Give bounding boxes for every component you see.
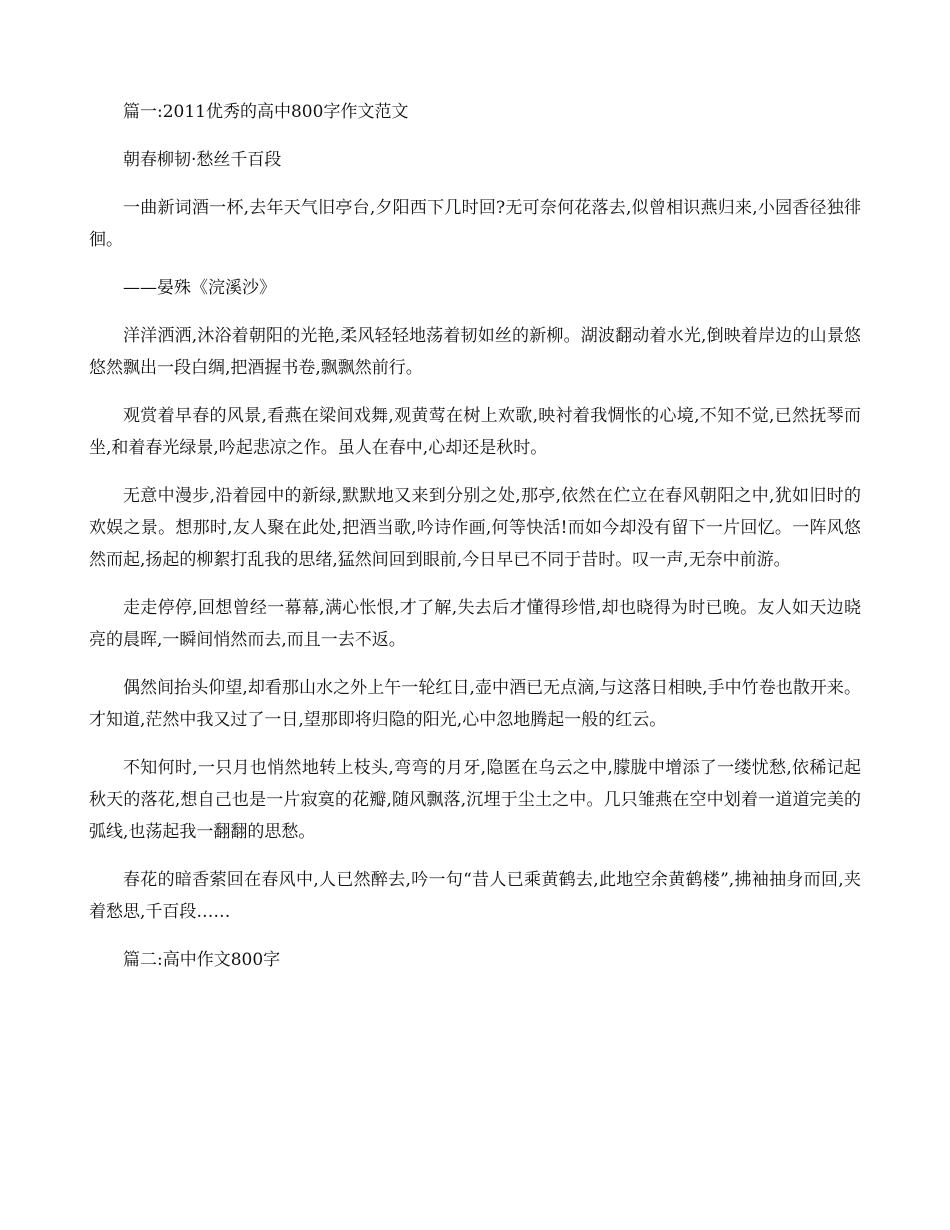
body-paragraph: 不知何时,一只月也悄然地转上枝头,弯弯的月牙,隐匿在乌云之中,朦胧中增添了一缕忧愁,依稀记起秋天的落花,想自己也是一片寂寞的花瓣,随风飘落,沉埋于尘土之中。几只雏燕在空中划着一道道完美的弧线,也荡起我一翻翻的思愁。 [89, 758, 861, 842]
body-paragraph: 偶然间抬头仰望,却看那山水之外上午一轮红日,壶中酒已无点滴,与这落日相映,手中竹卷也散开来。才知道,茫然中我又过了一日,望那即将归隐的阳光,心中忽地腾起一般的红云。 [89, 678, 861, 730]
section-heading: 篇二:高中作文800字 [123, 950, 281, 970]
body-paragraph: 洋洋洒洒,沐浴着朝阳的光艳,柔风轻轻地荡着韧如丝的新柳。湖波翻动着水光,倒映着岸边的山景悠悠然飘出一段白绸,把酒握书卷,飘飘然前行。 [89, 326, 861, 378]
body-paragraph: 观赏着早春的风景,看燕在梁间戏舞,观黄莺在树上欢歌,映衬着我惆怅的心境,不知不觉,已然抚琴而坐,和着春光绿景,吟起悲凉之作。虽人在春中,心却还是秋时。 [89, 406, 861, 458]
section-heading: 篇一:2011优秀的高中800字作文范文 [123, 102, 409, 122]
body-paragraph: 春花的暗香萦回在春风中,人已然醉去,吟一句“昔人已乘黄鹤去,此地空余黄鹤楼”,拂袖抽身而回,夹着愁思,千百段…… [89, 870, 861, 922]
body-paragraph: 无意中漫步,沿着园中的新绿,默默地又来到分别之处,那亭,依然在伫立在春风朝阳之中,犹如旧时的欢娱之景。想那时,友人聚在此处,把酒当歌,吟诗作画,何等快活!而如今却没有留下一片回忆。一阵风悠然而起,扬起的柳絮打乱我的思绪,猛然间回到眼前,今日早已不同于昔时。叹一声,无奈中前游。 [89, 486, 861, 570]
document-page [89, 96, 861, 992]
body-paragraph: 走走停停,回想曾经一幕幕,满心怅恨,才了解,失去后才懂得珍惜,却也晓得为时已晚。友人如天边晓亮的晨晖,一瞬间悄然而去,而且一去不返。 [89, 598, 861, 650]
epigraph-attribution: ——晏殊《浣溪沙》 [123, 278, 276, 298]
essay-title: 朝春柳韧·愁丝千百段 [123, 150, 282, 170]
epigraph-poem: 一曲新词酒一杯,去年天气旧亭台,夕阳西下几时回?无可奈何花落去,似曾相识燕归来,小园香径独徘徊。 [89, 198, 861, 250]
